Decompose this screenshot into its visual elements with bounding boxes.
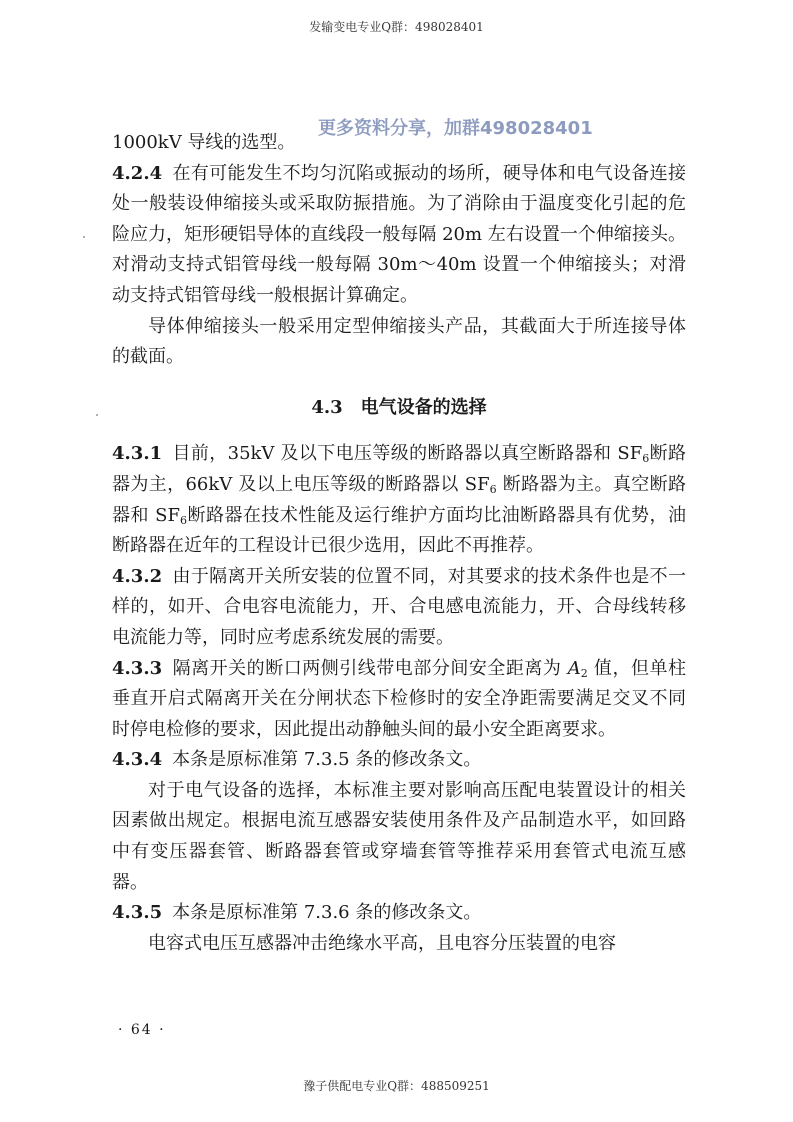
clause-text: 断路器为主，66kV 及以上电压等级的断路器以 SF (112, 443, 687, 495)
page-footer: 豫子供配电专业Q群：488509251 (303, 1079, 490, 1093)
paragraph-4-3-2 (112, 562, 686, 654)
subscript: 6 (642, 452, 650, 466)
paragraph-4-3-5 (112, 898, 686, 929)
paragraph: 对于电气设备的选择，本标准主要对影响高压配电装置设计的相关因素做出规定。根据电流互感器安装使用条件及产品制造水平，如回路中有变压器套管、断路器套管或穿墙套管等推荐采用套管式电流互感器。 (112, 779, 686, 893)
paragraph: 1000kV 导线的选型。 (112, 132, 296, 153)
clause-text: 断路器为主。真空断路器和 SF (112, 473, 686, 526)
watermark-text: 更多资料分享，加群498028401 (318, 118, 593, 139)
clause-number: 4.2.4 (112, 162, 163, 184)
paragraph: 导体伸缩接头一般采用定型伸缩接头产品，其截面大于所连接导体的截面。 (112, 315, 686, 368)
clause-number: 4.3.5 (112, 902, 163, 924)
margin-dot (83, 236, 85, 238)
clause-text: 由于隔离开关所安装的位置不同，对其要求的技术条件也是不一样的，如开、合电容电流能力，开、合电感电流能力，开、合母线转移电流能力等，同时应考虑系统发展的需要。 (112, 565, 686, 648)
section-heading (112, 393, 686, 424)
subscript: 6 (180, 513, 187, 527)
clause-number: 4.3.4 (112, 749, 163, 771)
page-header: 发输变电专业Q群：498028401 (309, 20, 484, 34)
clause-text: 在有可能发生不均匀沉陷或振动的场所，硬导体和电气设备连接处一般装设伸缩接头或采取防振措施。为了消除由于温度变化引起的危险应力，矩形硬铝导体的直线段一般每隔 20m 左右设置一个伸缩接头。对滑动支持式铝管母线一般每隔 30m～40m 设置一个伸缩接头；对滑动支持式铝管母线一般根据计算确定。 (112, 162, 686, 306)
subscript: 6 (489, 482, 497, 496)
document-body (112, 128, 686, 959)
subscript: 2 (580, 666, 588, 680)
section-title: 电气设备的选择 (360, 396, 487, 418)
clause-text: 本条是原标准第 7.3.5 条的修改条文。 (172, 749, 482, 771)
clause-number: 4.3.3 (112, 657, 163, 679)
paragraph-4-3-3 (112, 654, 686, 746)
clause-text: 目前，35kV 及以下电压等级的断路器以真空断路器和 SF (172, 443, 643, 465)
clause-text: 断路器在技术性能及运行维护方面均比油断路器具有优势，油断路器在近年的工程设计已很少选用，因此不再推荐。 (112, 504, 687, 557)
clause-number: 4.3.1 (112, 443, 163, 465)
paragraph-4-2-4 (112, 159, 686, 312)
paragraph-4-3-1 (112, 439, 686, 561)
clause-text: 本条是原标准第 7.3.6 条的修改条文。 (172, 902, 482, 924)
clause-number: 4.3.2 (112, 565, 163, 587)
section-number: 4.3 (311, 396, 343, 418)
variable: A (567, 657, 581, 679)
paragraph: 电容式电压互感器冲击绝缘水平高，且电容分压装置的电容 (148, 932, 616, 954)
paragraph-4-3-4 (112, 745, 686, 776)
clause-text: 隔离开关的断口两侧引线带电部分间安全距离为 (172, 657, 568, 679)
margin-dot (96, 414, 98, 416)
clause-text: 值，但单柱垂直开启式隔离开关在分闸状态下检修时的安全净距需要满足交叉不同时停电检修的要求，因此提出动静触头间的最小安全距离要求。 (112, 657, 686, 740)
page-number: · 64 · (118, 1022, 166, 1038)
